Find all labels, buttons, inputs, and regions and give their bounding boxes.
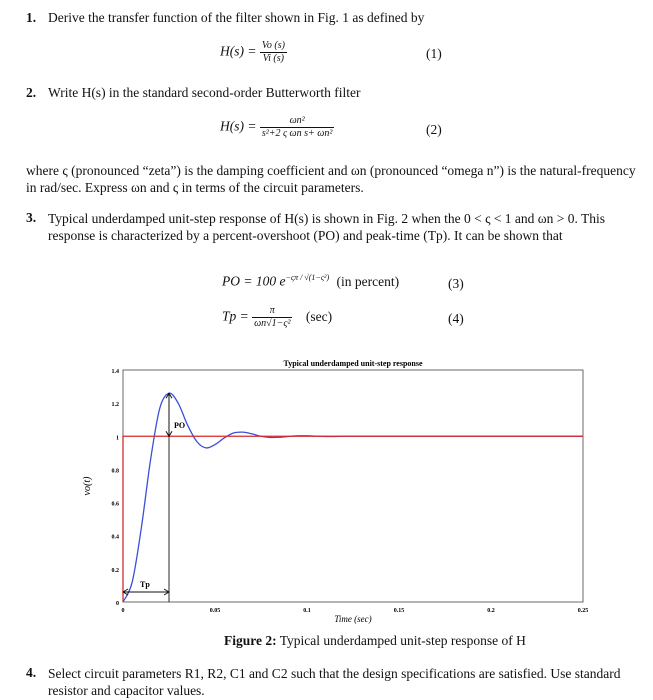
item-4-number: 4. <box>26 665 37 680</box>
eq4-lhs: Tp = <box>222 308 249 324</box>
x-tick-label: 0 <box>121 608 125 614</box>
y-tick-label: 0.6 <box>111 501 119 508</box>
caption-label: Figure 2: <box>224 633 277 648</box>
figure-2-chart <box>80 352 620 624</box>
eq3-unit: (in percent) <box>336 273 400 289</box>
equation-2-label: (2) <box>426 122 442 137</box>
eq4-fraction <box>252 305 292 330</box>
x-tick-label: 0.25 <box>577 608 589 614</box>
y-axis-label: vo(t) <box>82 476 93 496</box>
y-tick-labels <box>112 369 120 607</box>
y-tick-label: 0.4 <box>111 534 119 541</box>
item-4-text: Select circuit parameters R1, R2, C1 and C2 such that the design specifications are satisfied. Use standard resistor and capacitor values. <box>48 666 621 698</box>
eq1-denominator: Vi (s) <box>262 53 284 64</box>
y-tick-label: 0 <box>116 601 119 607</box>
item-1-text: Derive the transfer function of the filter shown in Fig. 1 as defined by <box>48 10 425 25</box>
x-tick-label: 0.1 <box>303 608 311 614</box>
equation-3-label: (3) <box>448 276 464 291</box>
caption-text: Typical underdamped unit-step response of H <box>276 633 526 648</box>
x-tick-label: 0.2 <box>487 608 495 614</box>
y-tick-label: 1.2 <box>111 402 119 409</box>
eq2-fraction <box>260 115 334 140</box>
x-tick-label: 0.05 <box>209 608 221 614</box>
tp-label: Tp <box>140 580 150 589</box>
y-tick-label: 0.8 <box>111 468 119 475</box>
eq2-numerator: ωn² <box>260 115 334 128</box>
item-2-text: Write H(s) in the standard second-order Butterworth filter <box>48 85 361 100</box>
y-tick-label: 1 <box>116 435 119 442</box>
equation-1-label: (1) <box>426 46 442 61</box>
item-3-number: 3. <box>26 210 37 225</box>
item-1-number: 1. <box>26 10 37 25</box>
plot-area <box>123 370 583 602</box>
where-paragraph: where ς (pronounced “zeta”) is the damping coefficient and ωn (pronounced “omega n”) is the natural-frequency in rad/sec. Express ωn and ς in terms of the circuit parameters. <box>26 163 636 195</box>
x-axis-label: Time (sec) <box>334 614 372 624</box>
item-2-number: 2. <box>26 85 37 100</box>
y-tick-label: 0.2 <box>111 567 119 574</box>
eq4-denominator: ωn√1−ς² <box>254 318 291 329</box>
equation-4-label: (4) <box>448 311 464 326</box>
po-label: PO <box>174 421 186 430</box>
eq1-numerator: Vo (s) <box>261 40 285 51</box>
equation-2 <box>220 115 334 140</box>
eq1-lhs: H(s) = <box>220 43 257 59</box>
eq1-fraction <box>260 40 287 65</box>
eq3-lhs: PO = 100 e <box>222 273 286 289</box>
y-tick-label: 1.4 <box>111 369 119 375</box>
eq2-lhs: H(s) = <box>220 118 257 134</box>
equation-4 <box>222 305 332 330</box>
eq4-numerator: π <box>252 305 292 318</box>
eq4-unit: (sec) <box>305 308 333 324</box>
x-tick-label: 0.15 <box>393 608 405 614</box>
chart-title: Typical underdamped unit-step response <box>283 359 423 368</box>
equation-1 <box>220 40 287 65</box>
eq3-exponent: −ςπ / √(1−ς²) <box>285 273 330 282</box>
item-3-text: Typical underdamped unit-step response of H(s) is shown in Fig. 2 when the 0 < ς < 1 and ωn > 0. This response is characterized by a percent-overshoot (PO) and peak-time (Tp). It can be shown that <box>48 211 606 243</box>
equation-3 <box>222 273 399 290</box>
eq2-denominator: s²+2 ς ωn s+ ωn² <box>261 128 333 139</box>
figure-2-caption <box>224 633 526 649</box>
